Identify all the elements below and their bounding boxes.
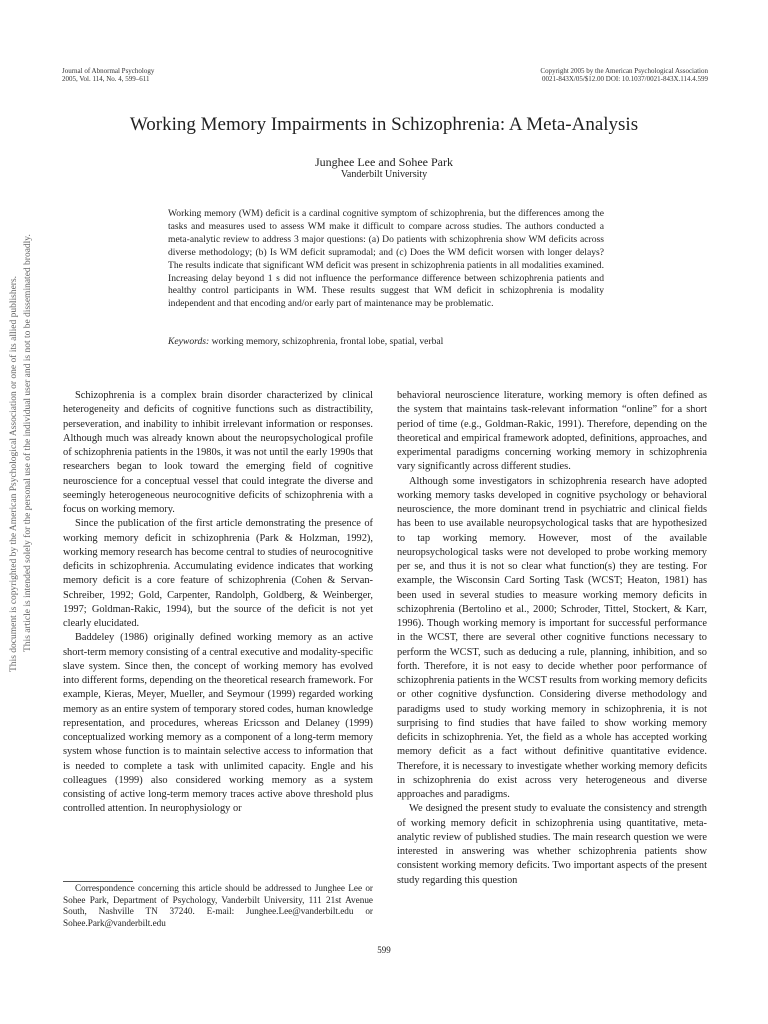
left-column bbox=[63, 389, 373, 817]
paragraph: Since the publication of the first article demonstrating the presence of working memory deficit in schizophrenia (Park & Holzman, 1992), working memory research has become central to studies of neurocognitive deficits in schizophrenia. Accumulating evidence indicates that working memory deficit is a core feature of schizophrenia (Cohen & Servan-Schreiber, 1992; Gold, Carpenter, Randolph, Goldberg, & Weinberger, 1997; Goldman-Rakic, 1994), but the source of the deficit is not yet clearly elucidated. bbox=[63, 518, 373, 629]
affiliation: Vanderbilt University bbox=[340, 169, 428, 180]
paragraph: Schizophrenia is a complex brain disorder characterized by clinical heterogeneity and deficits of cognitive functions such as distractibility, perseveration, and inability to inhibit irrelevant information or responses. Although much was already known about the neuropsychological profile of schizophrenia patients in the 1980s, it was not until the early 1990s that researchers began to look toward the emerging field of cognitive neuroscience for a conceptual vessel that could integrate the diverse and seemingly heterogeneous neurocognitive deficits of schizophrenia with a focus on working memory. bbox=[63, 390, 373, 515]
author-names: Junghee Lee and Sohee Park bbox=[315, 155, 453, 169]
page-number: 599 bbox=[377, 945, 391, 955]
paragraph: Although some investigators in schizophrenia research have adopted working memory tasks developed in cognitive psychology or behavioral neuroscience, the more dominant trend in psychiatric and clinical fields has been to use available neuropsychological tasks that are hypothesized to tap working memory. However, most of the available neuropsychological tasks were not developed to probe working memory per se, and thus it is not so clear what function(s) they are testing. For example, the Wisconsin Card Sorting Task (WCST; Heaton, 1981) has been used in several studies to measure working memory deficits in schizophrenia (Bertolino et al., 2000; Schroder, Tittel, Stockert, & Karr, 1996). Though working memory is important for successful performance in the WCST, there are several other cognitive functions necessary to perform the WCST, such as deducing a rule, planning, inhibition, and so forth. Therefore, it is not easy to decide whether poor performance of schizophrenia patients in the WCST results from working memory deficits or other cognitive dysfunction. Considering diverse methodology and paradigms used to study working memory in schizophrenia, it is not surprising to find studies that have failed to show working memory deficits in schizophrenia. Yet, the field as a whole has accepted working memory deficit as a fact without definitive quantitative evidence. Therefore, it is necessary to investigate whether working memory deficits in schizophrenia do exist across very heterogeneous and diverse approaches and paradigms. bbox=[397, 475, 707, 800]
copyright-line: Copyright 2005 by the American Psychological Association bbox=[540, 67, 708, 75]
paragraph: We designed the present study to evaluate the consistency and strength of working memory deficit in schizophrenia using quantitative, meta-analytic review of published studies. The main research question we were interested in answering was whether schizophrenia patients show consistent working memory deficits. Two important aspects of the present study regarding this question bbox=[397, 803, 707, 886]
copyright-header bbox=[540, 67, 708, 83]
keywords-label: Keywords: bbox=[168, 336, 210, 347]
copyright-notice: This document is copyrighted by the American Psychological Association or one of its allied publishers. bbox=[9, 275, 19, 672]
article-title: Working Memory Impairments in Schizophrenia: A Meta-Analysis bbox=[129, 114, 639, 135]
journal-name: Journal of Abnormal Psychology bbox=[62, 67, 155, 75]
paragraph: Baddeley (1986) originally defined working memory as an active short-term memory consisting of a central executive and modality-specific slave system. Since then, the concept of working memory has evolved into different forms, depending on the theoretical research framework. For example, Kieras, Meyer, Mueller, and Seymour (1999) regarded working memory as an entire system of temporary stored codes, human knowledge representation, and procedures, whereas Ericsson and Delaney (1999) conceptualized working memory as a component of a long-term memory system whose function is to maintain selective access to information that is needed to complete a task with unlimited capacity. Engle and his colleagues (1999) also considered working memory as a system consisting of active long-term memory traces active above threshold plus controlled attention. In neurophysiology or bbox=[63, 632, 373, 815]
right-column bbox=[397, 389, 707, 888]
footnote-divider bbox=[63, 881, 133, 882]
usage-notice: This article is intended solely for the personal use of the individual user and is not to be disseminated broadly. bbox=[23, 234, 33, 652]
keywords-list: working memory, schizophrenia, frontal lobe, spatial, verbal bbox=[211, 336, 444, 347]
abstract: Working memory (WM) deficit is a cardinal cognitive symptom of schizophrenia, but the differences among the tasks and measures used to assess WM make it difficult to compare across studies. The authors conducted a meta-analytic review to address 3 major questions: (a) Do patients with schizophrenia show WM deficits across diverse methodology; (b) Is WM deficit supramodal; and (c) Does the WM deficit worsen with longer delays? The results indicate that significant WM deficit was present in schizophrenia patients in all modalities examined. Increasing delay beyond 1 s did not influence the performance difference between schizophrenia patients and healthy control participants in WM. These results suggest that WM deficit in schizophrenia is modality independent and that encoding and/or early part of maintenance may be problematic. bbox=[168, 208, 604, 310]
correspondence-note: Correspondence concerning this article should be addressed to Junghee Lee or Sohee Park, Department of Psychology, Vanderbilt University, 111 21st Avenue South, Nashville TN 37240. E-mail: Junghee.Lee@vanderbilt.edu or Sohee.Park@vanderbilt.edu bbox=[63, 883, 373, 929]
paragraph: behavioral neuroscience literature, working memory is often defined as the system that maintains task-relevant information “online” for a short period of time (e.g., Goldman-Rakic, 1991). Therefore, depending on the theoretical and empirical framework adopted, definitions, approaches, and experimental paradigms concerning working memory in schizophrenia vary significantly across different studies. bbox=[397, 390, 707, 473]
doi-line: 0021-843X/05/$12.00 DOI: 10.1037/0021-843X.114.4.599 bbox=[542, 75, 708, 83]
journal-header bbox=[62, 67, 154, 83]
keywords bbox=[168, 336, 604, 348]
journal-volume: 2005, Vol. 114, No. 4, 599–611 bbox=[62, 75, 150, 83]
